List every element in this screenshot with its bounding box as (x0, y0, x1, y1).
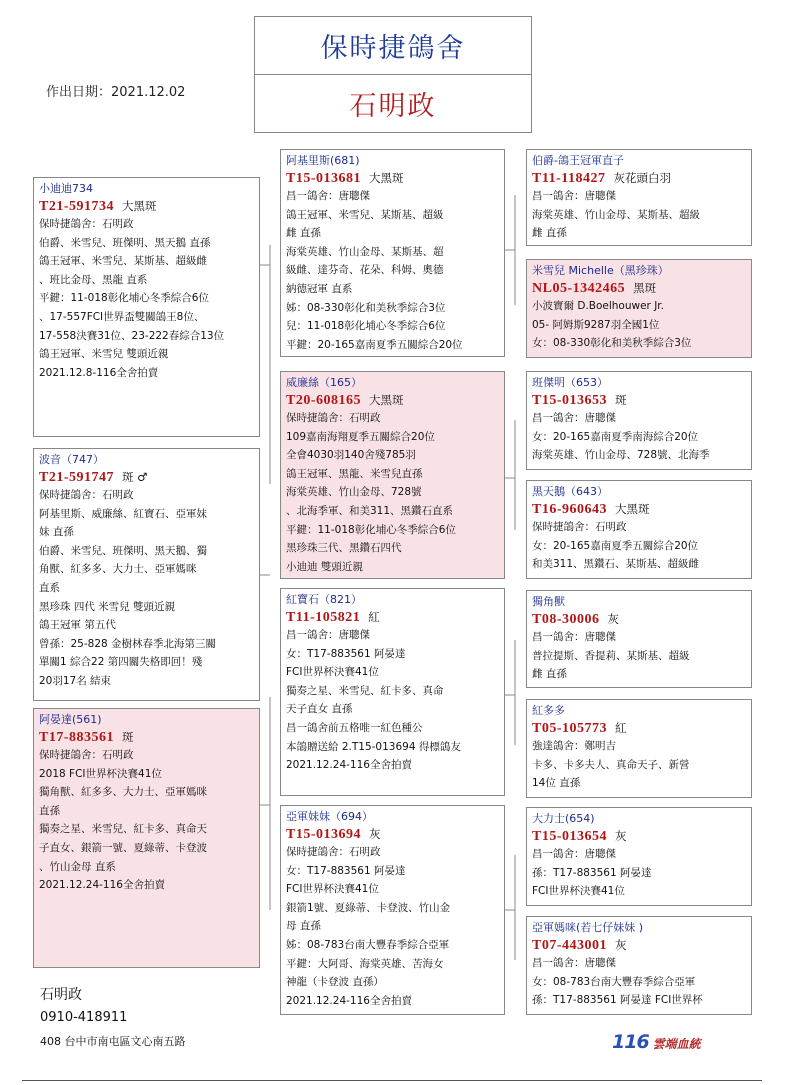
pedigree-line: 海棠英雄、竹山金母、某斯基、超級 (532, 208, 700, 221)
ggp-card-3[interactable] (526, 371, 752, 470)
pedigree-line: 2021.12.8-116全舍拍賣 (39, 366, 159, 379)
pedigree-line: 海棠英雄、竹山金母、728號、北海季 (532, 449, 710, 462)
pigeon-name: 紅多多 (532, 704, 565, 717)
pedigree-line: 雌 直孫 (286, 227, 321, 240)
ggp-card-7[interactable] (526, 807, 752, 906)
ring-number: T08-30006 (532, 612, 600, 627)
pedigree-line: 全會4030羽140舍殘785羽 (286, 449, 416, 462)
plumage-color: 大黑斑 (615, 502, 650, 516)
pedigree-line: 曾孫：25-828 金樹林春季北海第三關 (39, 637, 217, 650)
pedigree-line: 黑珍珠三代、黑鑽石四代 (286, 542, 402, 555)
pedigree-line: 級雌、達芬奇、花朵、科姆、奧德 (286, 264, 444, 277)
pigeon-name: 阿基里斯(681) (286, 154, 360, 167)
ring-number: T11-105821 (286, 610, 361, 625)
ring-number: T15-013681 (286, 171, 361, 186)
pedigree-line: 小迪迪 雙頭近親 (286, 560, 363, 573)
pigeon-name: 亞軍媽咪(若七仔妹妹 ) (532, 921, 644, 934)
pedigree-line: 平鍵：大阿哥、海棠英雄、苦海女 (286, 957, 444, 970)
plumage-color: 紅 (368, 610, 380, 624)
pedigree-line: FCI世界杯決賽41位 (532, 885, 625, 898)
pedigree-line: 17-558決賽31位、23-222春綜合13位 (39, 329, 225, 342)
ring-number: T05-105773 (532, 721, 607, 736)
pedigree-line: 銀箭1號、夏綠蒂、卡登波、竹山金 (286, 901, 451, 914)
pedigree-line: 阿基里斯、威廉絲、紅寶石、亞軍妹 (39, 507, 207, 520)
pedigree-line: 保時捷鴿舍：石明政 (39, 489, 134, 501)
created-date: 作出日期：2021.12.02 (46, 85, 186, 100)
pedigree-line: 獨角獸、紅多多、大力士、亞軍媽咪 (39, 786, 207, 799)
ring-number: T07-443001 (532, 938, 607, 953)
pedigree-line: 女：20-165嘉南夏季五關綜合20位 (532, 539, 699, 552)
ggp-card-2[interactable] (526, 259, 752, 358)
ggp-card-5[interactable] (526, 590, 752, 688)
dam-card[interactable] (33, 708, 260, 968)
plumage-color: 黑斑 (633, 281, 657, 295)
pedigree-line: FCI世界杯決賽41位 (286, 883, 379, 896)
pedigree-line: 直系 (39, 581, 60, 594)
pedigree-line: 角獸、紅多多、大力士、亞軍媽咪 (39, 563, 197, 576)
ggp-card-8[interactable] (526, 916, 752, 1015)
pedigree-line: 2021.12.24-116全舍拍賣 (286, 994, 412, 1007)
pedigree-line: 神龍（卡登波 直孫） (286, 976, 384, 989)
ring-number: T21-591747 (39, 470, 114, 485)
pedigree-line: 妹 直孫 (39, 526, 74, 539)
pedigree-line: 14位 直孫 (532, 777, 581, 790)
ring-number: T15-013653 (532, 393, 607, 408)
owner-phone[interactable]: 0910-418911 (40, 1010, 128, 1025)
pedigree-line: 109嘉南海翔夏季五關綜合20位 (286, 430, 435, 443)
pigeon-name: 亞軍妹妹（694） (286, 810, 373, 823)
grandsire-maternal-card[interactable] (280, 588, 505, 796)
plumage-color: 灰 (369, 827, 381, 841)
pedigree-line: 保時捷鴿舍：石明政 (39, 218, 134, 230)
pedigree-line: 昌一鴿舍：唐聰傑 (532, 631, 616, 643)
pedigree-line: 、17-557FCI世界盃雙關鴿王8位、 (39, 310, 205, 323)
ring-number: T21-591734 (39, 199, 114, 214)
pigeon-name: 黑天鵝（643） (532, 485, 608, 498)
pigeon-name: 米雪兒 Michelle（黑珍珠） (532, 264, 669, 277)
pedigree-line: 本鴿贈送給 2.T15-013694 得標鴿友 (286, 740, 461, 753)
pedigree-line: 昌一鴿舍：唐聰傑 (532, 957, 616, 969)
owner-address: 408 台中市南屯區文心南五路 (40, 1035, 186, 1048)
pedigree-line: 昌一鴿舍：唐聰傑 (532, 412, 616, 424)
pedigree-line: 姊：08-783台南大豐春季綜合亞軍 (286, 938, 450, 951)
pedigree-line: 和美311、黑鑽石、某斯基、超級雌 (532, 558, 700, 571)
title-box (254, 16, 532, 133)
pedigree-line: 05- 阿姆斯9287羽全國1位 (532, 318, 660, 331)
pedigree-line: 平鍵：11-018彰化埔心冬季綜合6位 (286, 523, 456, 536)
pedigree-line: 、竹山金母 直系 (39, 860, 116, 873)
logo-number: 116 (612, 1031, 649, 1053)
granddam-maternal-card[interactable] (280, 805, 505, 1015)
pigeon-name: 威廉絲（165） (286, 376, 362, 389)
ggp-card-4[interactable] (526, 480, 752, 579)
plumage-color: 灰 (615, 938, 627, 952)
pedigree-line: 昌一鴿舍：唐聰傑 (286, 190, 370, 202)
pedigree-line: 保時捷鴿舍：石明政 (39, 749, 134, 761)
plumage-color: 灰 (607, 612, 619, 626)
pedigree-line: 母 直孫 (286, 920, 321, 933)
pedigree-line: 昌一鴿舍：唐聰傑 (532, 848, 616, 860)
pedigree-line: 鴿王冠軍、米雪兒、某斯基、超級 (286, 208, 444, 221)
pedigree-line: 女：20-165嘉南夏季南海綜合20位 (532, 430, 699, 443)
pigeon-name: 阿晏達(561) (39, 713, 102, 726)
pedigree-line: 普拉提斯、香提莉、某斯基、超級 (532, 649, 690, 662)
pedigree-line: 卡多、卡多夫人、真命天子、新營 (532, 758, 690, 771)
pigeon-name: 班傑明（653） (532, 376, 608, 389)
pedigree-line: 海棠英雄、竹山金母、某斯基、超 (286, 245, 444, 258)
pedigree-line: 兒：11-018彰化埔心冬季綜合6位 (286, 320, 446, 333)
pedigree-line: 女：T17-883561 阿晏達 (286, 864, 406, 877)
pedigree-line: 保時捷鴿舍：石明政 (532, 521, 627, 533)
pedigree-line: 女：T17-883561 阿晏達 (286, 647, 406, 660)
pedigree-line: 小波寶爾 D.Boelhouwer Jr. (532, 300, 664, 312)
plumage-color: 灰花頭白羽 (613, 171, 671, 185)
pedigree-line: 平鍵：20-165嘉南夏季五關綜合20位 (286, 338, 463, 351)
pedigree-line: 2021.12.24-116全舍拍賣 (39, 879, 165, 892)
pedigree-line: 女：08-783台南大豐春季綜合亞軍 (532, 975, 696, 988)
pedigree-line: 保時捷鴿舍：石明政 (286, 412, 381, 424)
sire-card[interactable] (33, 448, 260, 701)
pedigree-line: 單關1 綜合22 第四關失格即回！殘 (39, 656, 203, 669)
ring-number: NL05-1342465 (532, 281, 626, 296)
pigeon-name: 獨角獸 (532, 595, 565, 608)
pedigree-line: 黑珍珠 四代 米雪兒 雙頭近親 (39, 600, 176, 613)
pedigree-line: 、北海季軍、和美311、黑鑽石直系 (286, 504, 454, 517)
owner-name-title: 石明政 (349, 91, 437, 122)
ggp-card-6[interactable] (526, 699, 752, 798)
grandsire-paternal-card[interactable] (280, 149, 505, 357)
plumage-color: 斑 (615, 393, 627, 407)
ring-number: T17-883561 (39, 730, 114, 745)
pedigree-line: 海棠英雄、竹山金母、728號 (286, 486, 422, 499)
subject-card[interactable] (33, 177, 260, 437)
pedigree-line: 獨奏之星、米雪兒、紅卡多、真命 (286, 684, 444, 697)
pedigree-line: 雌 直孫 (532, 227, 567, 240)
pedigree-line: 鴿王冠軍、米雪兒 雙頭近親 (39, 348, 169, 361)
pigeon-name: 小迪迪734 (39, 182, 93, 195)
pedigree-line: 強達鴿舍：鄭明吉 (532, 740, 616, 752)
pedigree-line: 雌 直孫 (532, 668, 567, 681)
pedigree-line: 天子直女 直孫 (286, 703, 353, 716)
ggp-card-1[interactable] (526, 149, 752, 246)
plumage-color: 斑 (122, 730, 134, 744)
ring-number: T15-013694 (286, 827, 361, 842)
plumage-color: 大黑斑 (122, 199, 157, 213)
bottom-divider (22, 1080, 762, 1081)
pedigree-line: 鴿王冠軍、米雪兒、某斯基、超級雌 (39, 255, 207, 268)
pigeon-name: 紅寶石（821） (286, 593, 362, 606)
pigeon-name: 波音（747） (39, 453, 104, 466)
ring-number: T15-013654 (532, 829, 607, 844)
plumage-color: 大黑斑 (369, 171, 404, 185)
pedigree-line: 20羽17名 結束 (39, 674, 112, 687)
owner-contact (40, 985, 186, 1050)
pedigree-line: 伯爵、米雪兒、班傑明、黑天鵝 直孫 (39, 236, 211, 249)
pedigree-line: 孫：T17-883561 阿晏達 (532, 866, 652, 879)
pedigree-line: FCI世界杯決賽41位 (286, 666, 379, 679)
plumage-color: 斑 ♂ (122, 470, 148, 484)
ring-number: T11-118427 (532, 171, 606, 186)
pedigree-line: 平鍵：11-018彰化埔心冬季綜合6位 (39, 292, 209, 305)
pedigree-line: 孫：T17-883561 阿晏達 FCI世界杯 (532, 994, 703, 1007)
pigeon-name: 伯爵-鴿王冠軍直子 (532, 154, 624, 167)
pedigree-line: 子直女、銀箭一號、夏綠蒂、卡登波 (39, 841, 207, 854)
pedigree-line: 姊：08-330彰化和美秋季綜合3位 (286, 301, 446, 314)
pedigree-line: 昌一鴿舍：唐聰傑 (286, 629, 370, 641)
pedigree-line: 2021.12.24-116全舍拍賣 (286, 759, 412, 772)
plumage-color: 大黑斑 (369, 393, 404, 407)
logo-text: 雲端血統 (652, 1037, 701, 1051)
pedigree-line: 鴿王冠軍 第五代 (39, 619, 116, 632)
owner-name: 石明政 (40, 987, 82, 1003)
plumage-color: 灰 (615, 829, 627, 843)
pedigree-line: 直孫 (39, 804, 60, 817)
pedigree-line: 女：08-330彰化和美秋季綜合3位 (532, 337, 692, 350)
pedigree-line: 伯爵、米雪兒、班傑明、黑天鵝、獨 (39, 544, 207, 557)
pedigree-line: 保時捷鴿舍：石明政 (286, 846, 381, 858)
pedigree-line: 2018 FCI世界杯決賽41位 (39, 767, 162, 780)
loft-name: 保時捷鴿舍 (255, 17, 531, 75)
pigeon-name: 大力士(654) (532, 812, 595, 825)
granddam-paternal-card[interactable] (280, 371, 505, 579)
ring-number: T20-608165 (286, 393, 361, 408)
pedigree-line: 獨奏之星、米雪兒、紅卡多、真命天 (39, 823, 207, 836)
pedigree-line: 、班比金母、黑龍 直系 (39, 273, 148, 286)
pedigree-line: 昌一鴿舍前五格唯一紅色種公 (286, 721, 423, 734)
ring-number: T16-960643 (532, 502, 607, 517)
pedigree-line: 納德冠軍 直系 (286, 282, 353, 295)
pedigree-line: 昌一鴿舍：唐聰傑 (532, 190, 616, 202)
brand-logo[interactable] (612, 1031, 701, 1053)
pedigree-line: 鴿王冠軍、黑龍、米雪兒直孫 (286, 467, 423, 480)
plumage-color: 紅 (615, 721, 627, 735)
